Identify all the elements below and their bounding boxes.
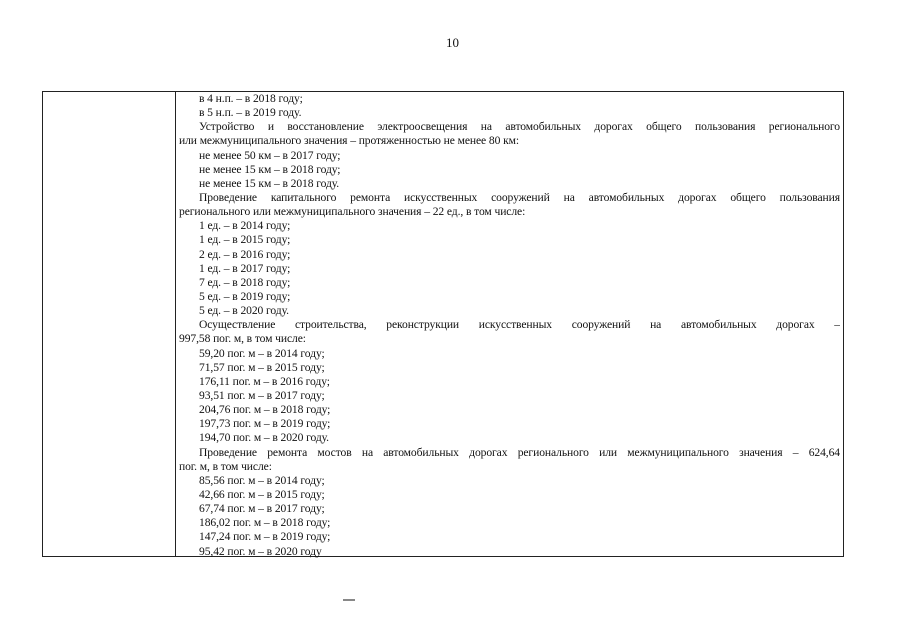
text-line: Осуществление строительства, реконструкции искусственных сооружений на автомобильных дорогах – <box>199 318 840 332</box>
text-line: Проведение ремонта мостов на автомобильных дорогах регионального или межмуниципального значения – 624,64 <box>199 445 840 459</box>
text-line: в 4 н.п. – в 2018 году; <box>199 92 303 105</box>
text-line: 1 ед. – в 2017 году; <box>199 261 291 275</box>
content-table <box>42 91 844 557</box>
text-line: 197,73 пог. м – в 2019 году; <box>199 417 331 431</box>
text-line: 7 ед. – в 2018 году; <box>199 275 291 289</box>
text-line: в 5 н.п. – в 2019 году. <box>199 106 302 120</box>
text-line: Устройство и восстановление электроосвещения на автомобильных дорогах общего пользования регионального <box>199 120 840 134</box>
text-line: 147,24 пог. м – в 2019 году; <box>199 530 331 544</box>
text-line: 1 ед. – в 2015 году; <box>199 233 291 247</box>
text-line: не менее 50 км – в 2017 году; <box>199 148 341 162</box>
text-line: 93,51 пог. м – в 2017 году; <box>199 388 325 402</box>
text-line: 5 ед. – в 2019 году; <box>199 289 291 303</box>
text-line: 176,11 пог. м – в 2016 году; <box>199 374 330 388</box>
text-line: 42,66 пог. м – в 2015 году; <box>199 487 325 501</box>
text-line: пог. м, в том числе: <box>179 459 272 473</box>
text-line: 1 ед. – в 2014 году; <box>199 219 291 233</box>
text-line: не менее 15 км – в 2018 году; <box>199 162 341 176</box>
text-line: не менее 15 км – в 2018 году. <box>199 176 340 190</box>
text-line: 67,74 пог. м – в 2017 году; <box>199 502 325 516</box>
text-line: 186,02 пог. м – в 2018 году; <box>199 516 331 530</box>
text-line: 85,56 пог. м – в 2014 году; <box>199 473 325 487</box>
text-line: 59,20 пог. м – в 2014 году; <box>199 346 325 360</box>
scan-mark <box>343 599 355 601</box>
text-line: или межмуниципального значения – протяженностью не менее 80 км: <box>179 134 519 148</box>
empty-left-column <box>43 92 176 556</box>
text-line: Проведение капитального ремонта искусственных сооружений на автомобильных дорогах общего пользования <box>199 190 840 204</box>
page-number: 10 <box>446 35 459 50</box>
text-line: 204,76 пог. м – в 2018 году; <box>199 403 331 417</box>
text-line: 194,70 пог. м – в 2020 году. <box>199 431 329 445</box>
text-line: 997,58 пог. м, в том числе: <box>179 332 306 346</box>
text-line: 95,42 пог. м – в 2020 году <box>199 544 322 558</box>
text-line: регионального или межмуниципального значения – 22 ед., в том числе: <box>179 205 526 219</box>
text-line: 71,57 пог. м – в 2015 году; <box>199 360 325 374</box>
text-line: 2 ед. – в 2016 году; <box>199 247 291 261</box>
text-column <box>177 92 840 556</box>
text-line: 5 ед. – в 2020 году. <box>199 304 289 318</box>
